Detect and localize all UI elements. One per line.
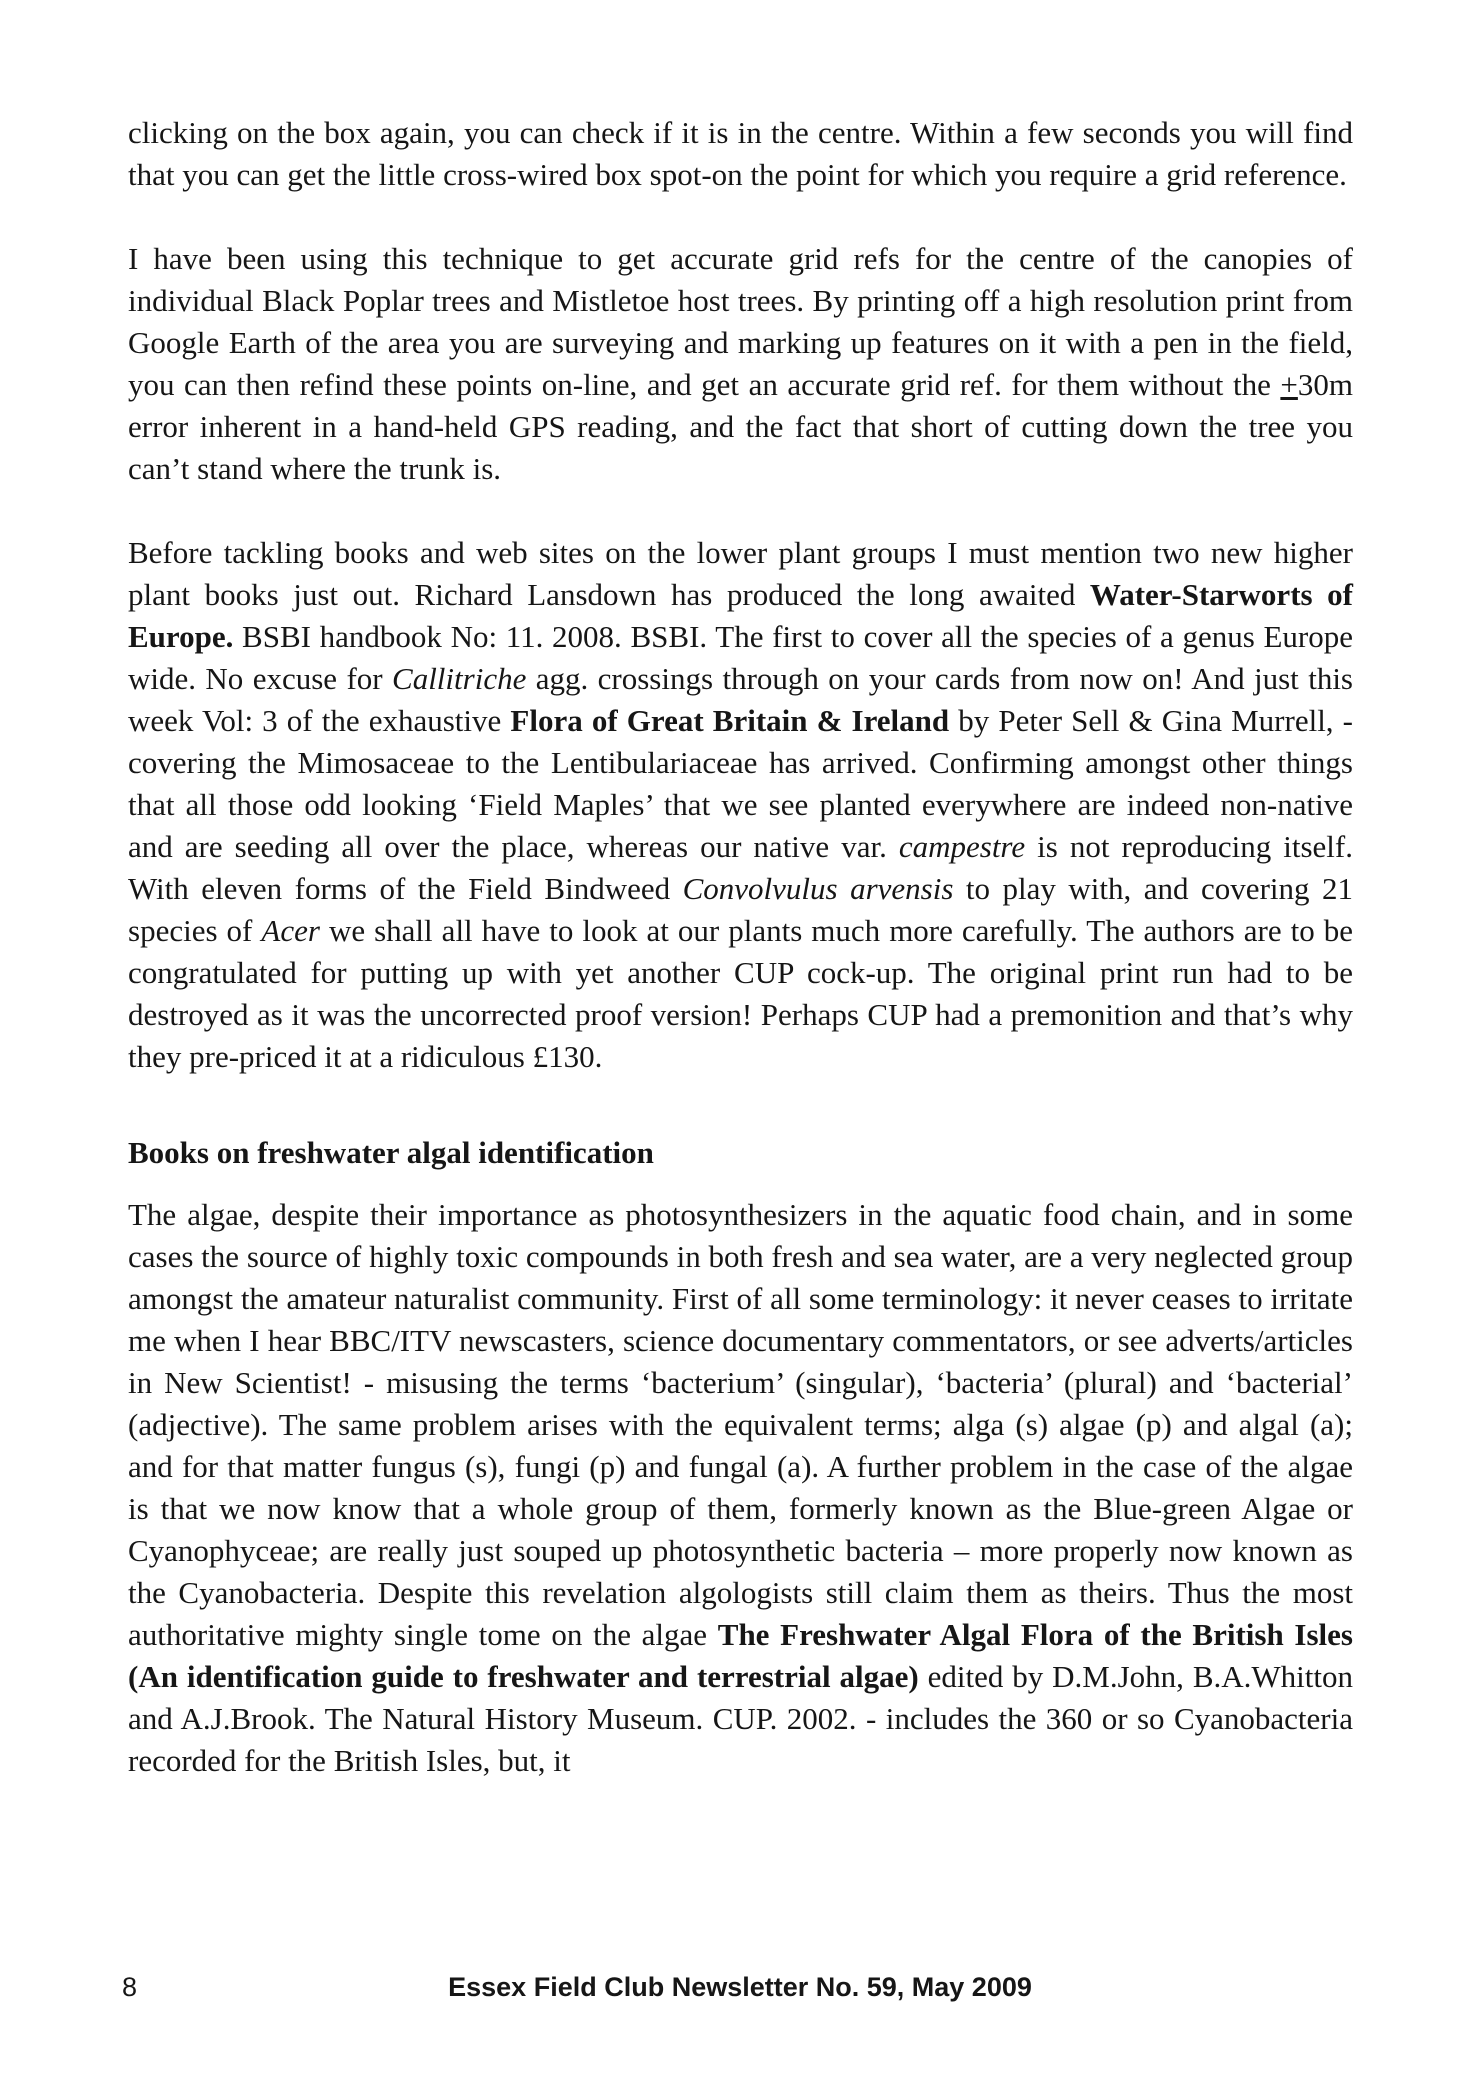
taxon-convolvulus-arvensis: Convolvulus arvensis: [682, 871, 954, 906]
taxon-acer: Acer: [261, 913, 320, 948]
paragraph-technique: [128, 238, 1353, 490]
paragraph-grid-reference: [128, 112, 1353, 196]
paragraph-text: I have been using this technique to get accurate grid refs for the centre of the canopies of individual Black Poplar trees and Mistletoe host trees. By printing off a high resolution print from Google Earth of the area you are surveying and marking up features on it with a pen in the field, you can then refind these points on-line, and get an accurate grid ref. for them without the: [128, 241, 1353, 402]
paragraph-text: BSBI handbook No: 11. 2008. BSBI. The first to cover all the species of a genus Europe wide. No excuse for: [128, 619, 1353, 696]
paragraph-text: The algae, despite their importance as photosynthesizers in the aquatic food chain, and in some cases the source of highly toxic compounds in both fresh and sea water, are a very neglected group amongst the amateur naturalist community. First of all some terminology: it never ceases to irritate me when I hear BBC/ITV newscasters, science documentary commentators, or see adverts/articles in New Scientist! - misusing the terms ‘bacterium’ (singular), ‘bacteria’ (plural) and ‘bacterial’ (adjective). The same problem arises with the equivalent terms; alga (s) algae (p) and algal (a); and for that matter fungus (s), fungi (p) and fungal (a). A further problem in the case of the algae is that we now know that a whole group of them, formerly known as the Blue-green Algae or Cyanophyceae; are really just souped up photosynthetic bacteria – more properly now known as the Cyanobacteria. Despite this revelation algologists still claim them as theirs. Thus the most authoritative mighty single tome on the algae: [128, 1197, 1353, 1652]
page-number: 8: [122, 1972, 138, 2002]
book-title-flora-great-britain: Flora of Great Britain & Ireland: [510, 703, 950, 738]
book-title-freshwater-algal-flora: The Freshwater Algal Flora of the British Isles (An identification guide to freshwater and terrestrial algae): [128, 1617, 1353, 1694]
paragraph-higher-plant-books: [128, 532, 1353, 1078]
paragraph-text: by Peter Sell & Gina Murrell, - covering the Mimosaceae to the Lentibulariaceae has arrived. Confirming amongst other things that all those odd looking ‘Field Maples’ that we see planted everywhere are indeed non-native and are seeding all over the place, whereas our native var.: [128, 703, 1353, 864]
paragraph-text: clicking on the box again, you can check if it is in the centre. Within a few seconds you will find that you can get the little cross-wired box spot-on the point for which you require a grid reference.: [128, 115, 1353, 192]
paragraph-algae: [128, 1194, 1353, 1782]
paragraph-text: edited by D.M.John, B.A.Whitton and A.J.Brook. The Natural History Museum. CUP. 2002. - includes the 360 or so Cyanobacteria recorded for the British Isles, but, it: [128, 1659, 1353, 1778]
taxon-campestre: campestre: [898, 829, 1026, 864]
paragraph-text: to play with, and covering 21 species of: [128, 871, 1354, 948]
book-title-water-starworts: Water-Starworts of Europe.: [128, 577, 1353, 654]
paragraph-text: 30m error inherent in a hand-held GPS reading, and the fact that short of cutting down the tree you can’t stand where the trunk is.: [128, 367, 1353, 486]
section-heading: Books on freshwater algal identification: [128, 1135, 654, 1170]
page-footer: [0, 1972, 1480, 2012]
newsletter-title: Essex Field Club Newsletter No. 59, May 2009: [448, 1972, 1032, 2002]
page-body: [128, 112, 1353, 1782]
paragraph-text: is not reproducing itself. With eleven forms of the Field Bindweed: [128, 829, 1353, 906]
paragraph-text: agg. crossings through on your cards from now on! And just this week Vol: 3 of the exhaustive: [128, 661, 1353, 738]
paragraph-text: Before tackling books and web sites on the lower plant groups I must mention two new higher plant books just out. Richard Lansdown has produced the long awaited: [128, 535, 1353, 612]
taxon-callitriche: Callitriche: [392, 661, 527, 696]
paragraph-text: we shall all have to look at our plants much more carefully. The authors are to be congratulated for putting up with yet another CUP cock-up. The original print run had to be destroyed as it was the uncorrected proof version! Perhaps CUP had a premonition and that’s why they pre-priced it at a ridiculous £130.: [128, 913, 1354, 1074]
plus-minus-symbol: +: [1280, 367, 1298, 402]
